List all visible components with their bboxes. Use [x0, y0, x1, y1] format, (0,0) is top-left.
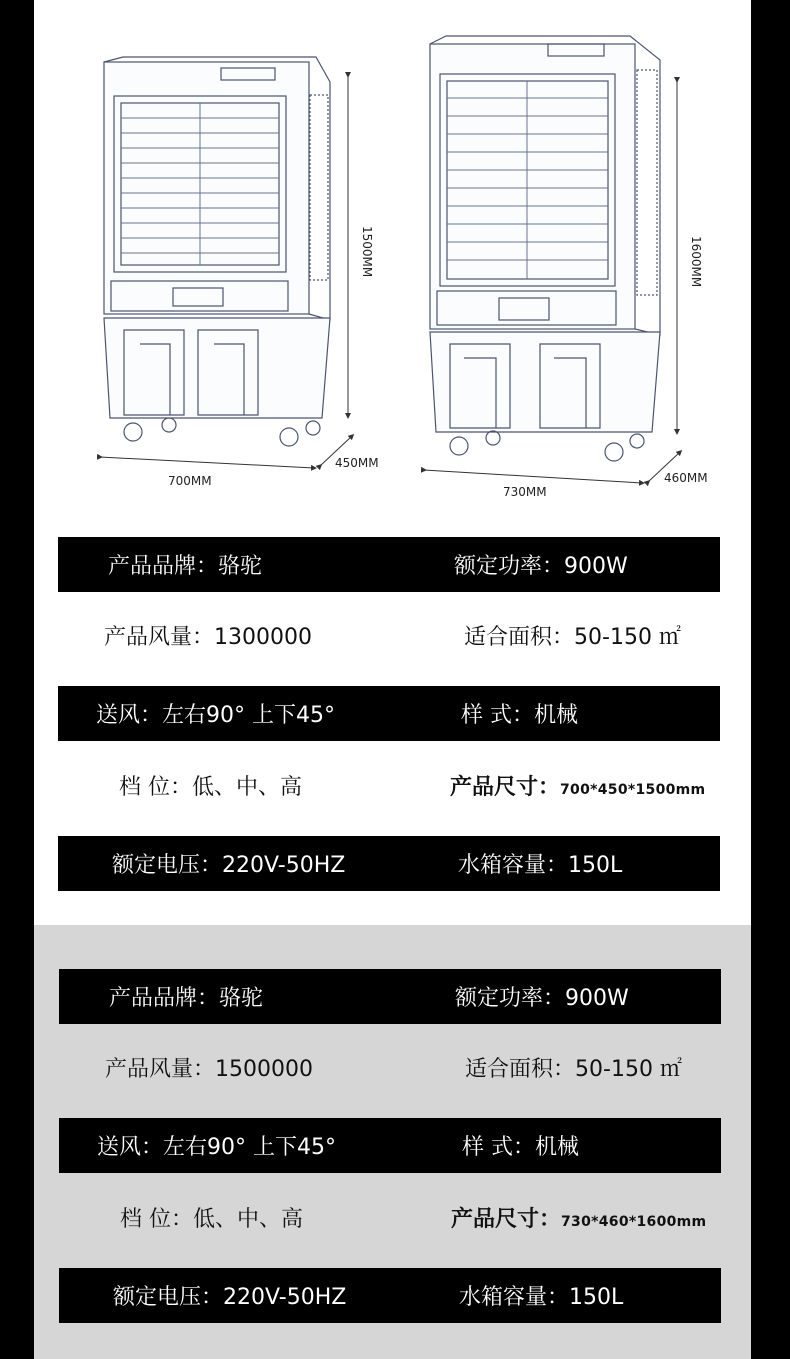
voltage-spec-2: 额定电压：220V-50HZ — [113, 1285, 347, 1310]
style-spec: 样 式：机械 — [461, 703, 579, 728]
width-label-2: 730MM — [503, 485, 547, 499]
spec-row-6 — [59, 969, 721, 1024]
swing-spec: 送风：左右90° 上下45° — [96, 703, 335, 728]
spec-row-10 — [59, 1268, 721, 1323]
gear-spec: 档 位：低、中、高 — [119, 775, 303, 800]
swing-spec-2: 送风：左右90° 上下45° — [97, 1135, 336, 1160]
depth-label-1: 450MM — [335, 456, 379, 470]
power-spec-2: 额定功率：900W — [455, 986, 629, 1011]
width-label-1: 700MM — [168, 474, 212, 488]
spec-row-8 — [59, 1118, 721, 1173]
airflow-spec-2: 产品风量：1500000 — [105, 1057, 313, 1082]
brand-spec-2: 产品品牌：骆驼 — [109, 986, 264, 1011]
style-spec-2: 样 式：机械 — [462, 1135, 580, 1160]
air-cooler-large-drawing — [430, 36, 660, 461]
height-label-1: 1500MM — [360, 226, 374, 278]
gear-spec-2: 档 位：低、中、高 — [120, 1207, 304, 1232]
depth-label-2: 460MM — [664, 471, 708, 485]
area-spec-2: 适合面积：50-150 ㎡ — [465, 1057, 682, 1082]
product-drawings — [0, 0, 790, 520]
tank-spec-2: 水箱容量：150L — [459, 1285, 624, 1310]
spec-row-3 — [58, 686, 720, 741]
tank-spec: 水箱容量：150L — [458, 853, 623, 878]
voltage-spec: 额定电压：220V-50HZ — [112, 853, 346, 878]
spec-row-9 — [59, 1190, 721, 1245]
spec-row-1 — [58, 537, 720, 592]
brand-spec: 产品品牌：骆驼 — [108, 554, 263, 579]
height-label-2: 1600MM — [689, 236, 703, 288]
size-spec-2: 产品尺寸：730*460*1600mm — [451, 1207, 707, 1232]
power-spec: 额定功率：900W — [454, 554, 628, 579]
spec-row-4 — [58, 758, 720, 813]
spec-row-2 — [58, 608, 720, 663]
airflow-spec: 产品风量：1300000 — [104, 625, 312, 650]
spec-row-7 — [59, 1040, 721, 1095]
area-spec: 适合面积：50-150 ㎡ — [464, 625, 681, 650]
spec-row-5 — [58, 836, 720, 891]
size-spec: 产品尺寸：700*450*1500mm — [450, 775, 706, 800]
air-cooler-small-drawing — [104, 57, 330, 446]
